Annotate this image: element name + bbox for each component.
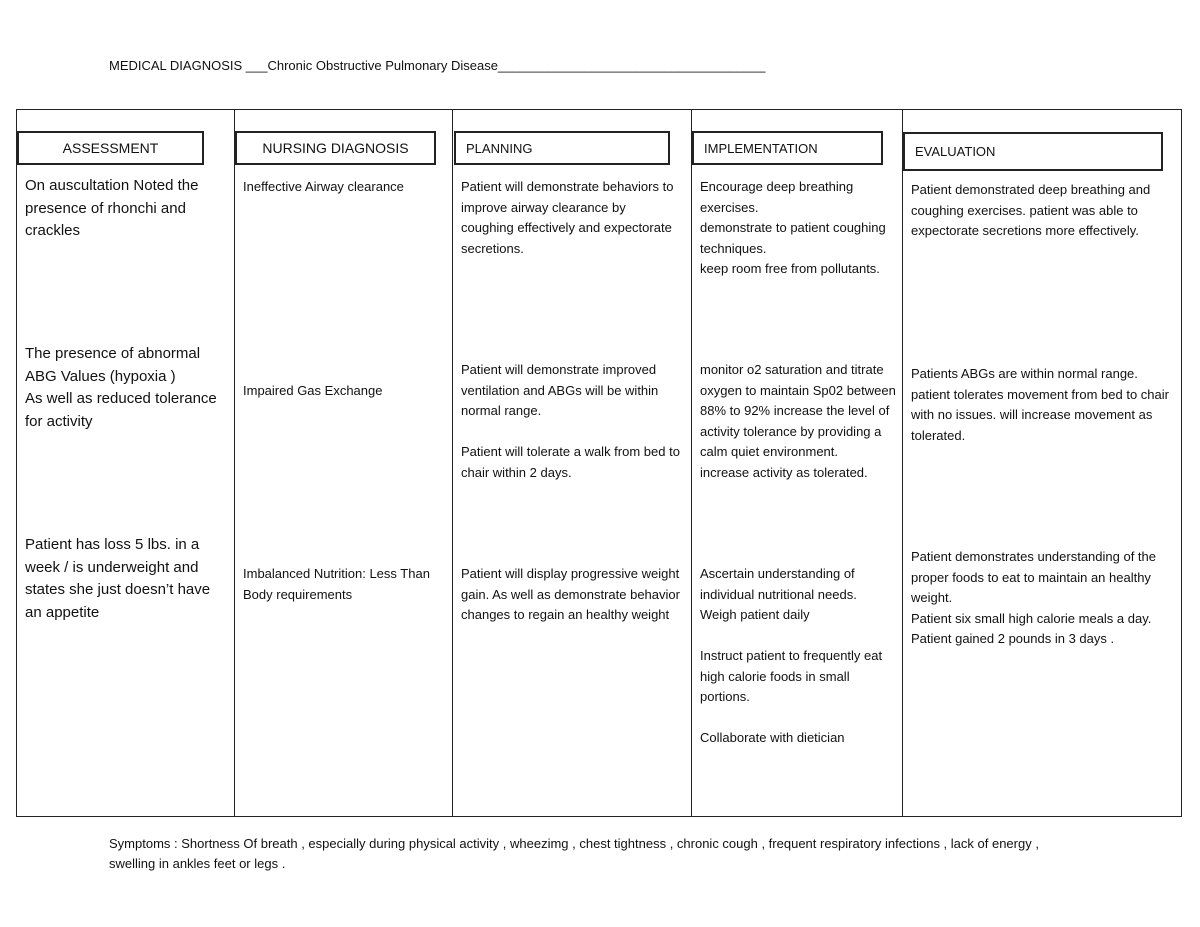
row3-nursing-diagnosis: Imbalanced Nutrition: Less Than Body requirements <box>243 566 430 602</box>
row3-evaluation: Patient demonstrates understanding of the proper foods to eat to maintain an healthy weight. Patient six small high calorie meals a day. Patient gained 2 pounds in 3 days . <box>911 549 1156 646</box>
row1-nursing-diagnosis: Ineffective Airway clearance <box>243 179 404 194</box>
column-divider <box>234 109 235 817</box>
row1-implementation: Encourage deep breathing exercises. demonstrate to patient coughing techniques. keep room free from pollutants. <box>700 179 886 276</box>
row3-assessment: Patient has loss 5 lbs. in a week / is underweight and states she just doesn’t have an appetite <box>25 536 211 621</box>
header-evaluation: EVALUATION <box>903 132 1163 171</box>
row2-implementation: monitor o2 saturation and titrate oxygen to maintain Sp02 between 88% to 92% increase the level of activity tolerance by providing a calm quiet environment. increase activity as tolerated. <box>700 362 896 480</box>
column-divider <box>691 109 692 817</box>
row2-planning: Patient will demonstrate improved ventilation and ABGs will be within normal range. Patient will tolerate a walk from bed to chair within 2 days. <box>461 362 680 480</box>
row1-evaluation: Patient demonstrated deep breathing and coughing exercises. patient was able to expectorate secretions more effectively. <box>911 182 1151 238</box>
row3-planning: Patient will display progressive weight gain. As well as demonstrate behavior changes to regain an healthy weight <box>461 566 680 622</box>
symptoms-note: Symptoms : Shortness Of breath , especially during physical activity , wheezimg , chest tightness , chronic cough , frequent respiratory infections , lack of energy , swelling in ankles feet or legs . <box>109 836 1039 871</box>
row3-implementation: Ascertain understanding of individual nutritional needs. Weigh patient daily Instruct patient to frequently eat high calorie foods in small portions. Collaborate with dietician <box>700 566 883 745</box>
header-nursing-diagnosis: NURSING DIAGNOSIS <box>235 131 436 165</box>
medical-diagnosis-title: MEDICAL DIAGNOSIS ___Chronic Obstructive Pulmonary Disease_____________________________________ <box>109 58 766 73</box>
header-implementation: IMPLEMENTATION <box>692 131 883 165</box>
row1-planning: Patient will demonstrate behaviors to improve airway clearance by coughing effectively and expectorate secretions. <box>461 179 674 256</box>
header-assessment: ASSESSMENT <box>17 131 204 165</box>
column-divider <box>902 109 903 817</box>
header-planning: PLANNING <box>454 131 670 165</box>
row2-assessment: The presence of abnormal ABG Values (hypoxia ) As well as reduced tolerance for activity <box>25 345 217 430</box>
row2-evaluation: Patients ABGs are within normal range. patient tolerates movement from bed to chair with no issues. will increase movement as tolerated. <box>911 366 1169 443</box>
row2-nursing-diagnosis: Impaired Gas Exchange <box>243 383 383 398</box>
row1-assessment: On auscultation Noted the presence of rhonchi and crackles <box>25 177 199 239</box>
column-divider <box>452 109 453 817</box>
